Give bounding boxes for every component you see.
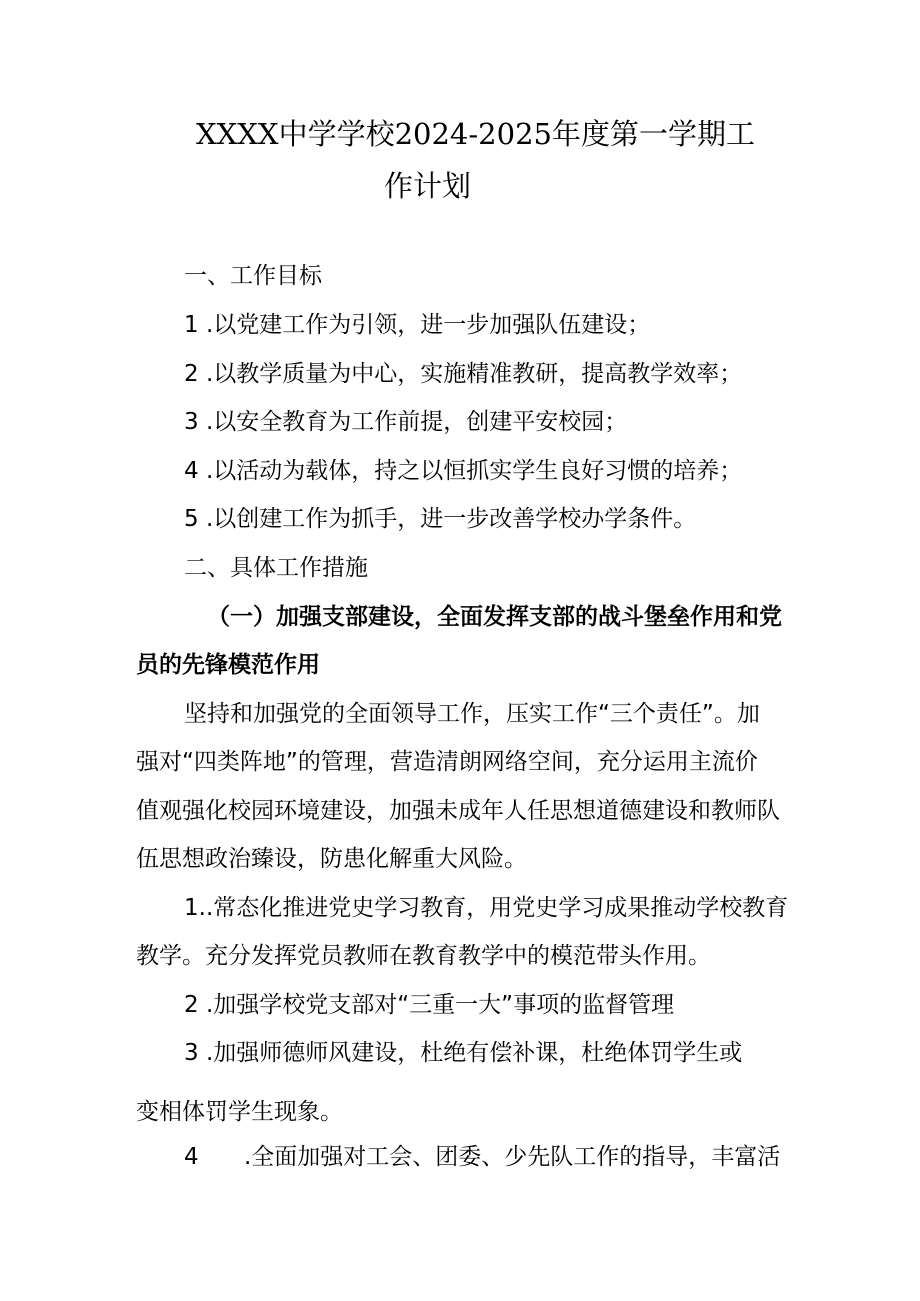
document-title-line-2: 作计划 xyxy=(384,169,472,203)
section-heading-goals: 一、工作目标 xyxy=(184,263,322,289)
paragraph-line-2: 强对“四类阵地”的管理，营造清朗网络空间，充分运用主流价 xyxy=(136,749,758,775)
subsection-heading-1-line-1: （一）加强支部建设，全面发挥支部的战斗堡垒作用和党 xyxy=(207,604,782,630)
goal-item-3: 3 .以安全教育为工作前提，创建平安校园； xyxy=(184,409,628,435)
paragraph-line-3: 值观强化校园环境建设，加强未成年人任思想道德建设和教师队 xyxy=(136,798,780,824)
paragraph-line-1: 坚持和加强党的全面领导工作，压实工作“三个责任”。加 xyxy=(184,701,760,727)
paragraph-line-4: 伍思想政治臻设，防患化解重大风险。 xyxy=(136,846,527,872)
measure-item-1-line-2: 教学。充分发挥党员教师在教育教学中的模范带头作用。 xyxy=(136,943,711,969)
measure-item-4-text: .全面加强对工会、团委、少先队工作的指导，丰富活 xyxy=(244,1144,781,1170)
measure-item-3-line-1: 3 .加强师德师风建设，杜绝有偿补课，杜绝体罚学生或 xyxy=(184,1040,743,1066)
goal-item-2: 2 .以教学质量为中心，实施精准教研，提高教学效率； xyxy=(184,361,743,387)
measure-item-3-line-2: 变相体罚学生现象。 xyxy=(136,1099,343,1125)
subsection-heading-1-line-2: 员的先锋模范作用 xyxy=(136,652,320,678)
measure-item-1-line-1: 1..常态化推进党史学习教育，用党史学习成果推动学校教育 xyxy=(184,895,789,921)
goal-item-5: 5 .以创建工作为抓手，进一步改善学校办学条件。 xyxy=(184,506,697,532)
measure-item-4-number: 4 xyxy=(184,1144,199,1170)
goal-item-4: 4 .以活动为载体，持之以恒抓实学生良好习惯的培养； xyxy=(184,458,743,484)
goal-item-1: 1 .以党建工作为引领，进一步加强队伍建设； xyxy=(184,312,651,338)
document-title-line-1: XXXX中学学校2024-2025年度第一学期工 xyxy=(196,117,755,151)
section-heading-measures: 二、具体工作措施 xyxy=(184,555,368,581)
measure-item-2: 2 .加强学校党支部对“三重一大”事项的监督管理 xyxy=(184,992,675,1018)
